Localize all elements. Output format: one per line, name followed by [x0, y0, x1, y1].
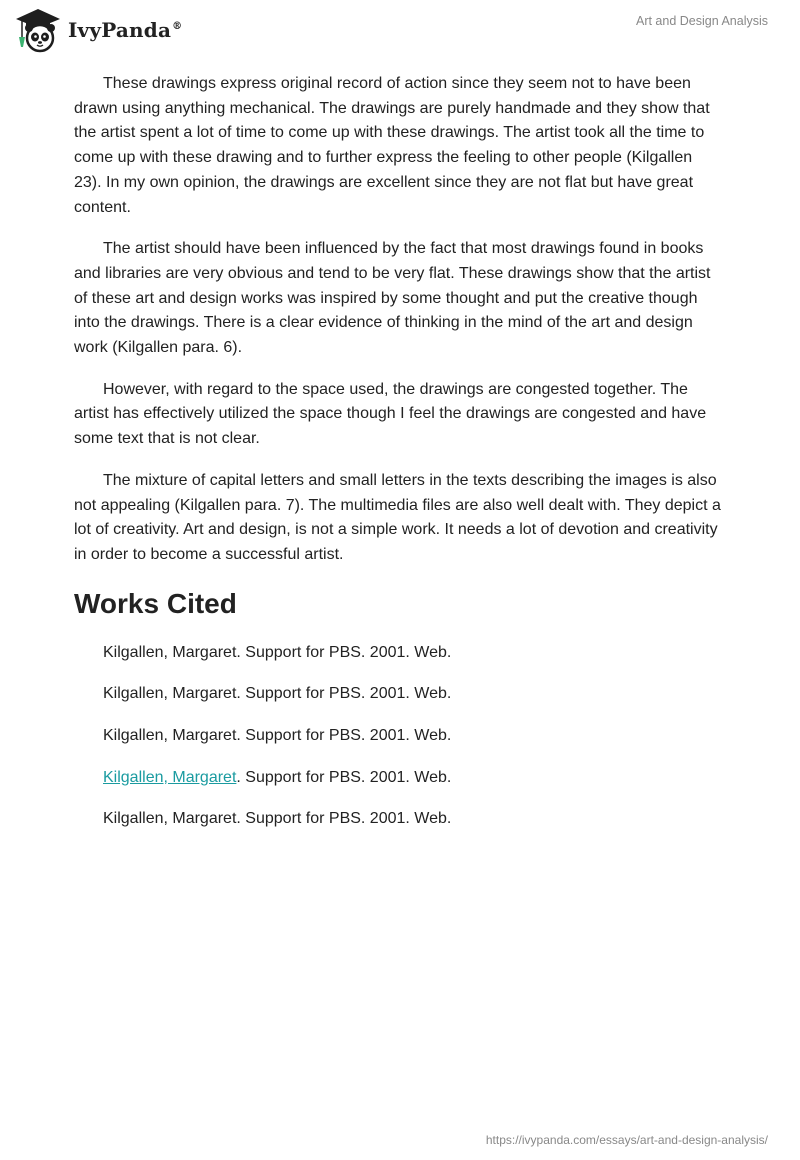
page-header: [0, 0, 800, 60]
citation-author-link[interactable]: Kilgallen, Margaret: [103, 768, 237, 786]
citation-item: [103, 807, 724, 832]
works-cited-heading: Works Cited: [74, 587, 237, 619]
panda-graduate-icon: [14, 7, 62, 53]
citation-author: Kilgallen, Margaret: [103, 643, 237, 661]
ivypanda-logo[interactable]: [14, 7, 182, 53]
citation-details: . Support for PBS. 2001. Web.: [236, 643, 452, 661]
citation-details: . Support for PBS. 2001. Web.: [236, 768, 452, 786]
citation-details: . Support for PBS. 2001. Web.: [236, 685, 452, 703]
paragraph-4: The mixture of capital letters and small letters in the texts describing the images is also not appealing (Kilgallen para. 7). The multimedia files are also well dealt with. They depict a lot of creativity. Art and design, is not a simple work. It needs a lot of devotion and creativity in order to become a successful artist.: [74, 471, 721, 563]
paragraph-3: However, with regard to the space used, the drawings are congested together. The artist has effectively utilized the space though I feel the drawings are congested and have some text that is not clear.: [74, 380, 707, 448]
citation-details: . Support for PBS. 2001. Web.: [236, 810, 452, 828]
citation-details: . Support for PBS. 2001. Web.: [236, 727, 452, 745]
source-url[interactable]: https://ivypanda.com/essays/art-and-design-analysis/: [485, 1133, 768, 1147]
citation-author: Kilgallen, Margaret: [103, 727, 237, 745]
essay-body: [74, 72, 724, 849]
document-title: Art and Design Analysis: [635, 14, 768, 28]
citation-item: [103, 641, 724, 666]
logo-text: IvyPanda®: [68, 18, 183, 42]
paragraph-1: These drawings express original record of action since they seem not to have been drawn using anything mechanical. The drawings are purely handmade and they show that the artist spent a lot of time to come up with these drawings. The artist took all the time to come up with these drawing and to further express the feeling to other people (Kilgallen 23). In my own opinion, the drawings are excellent since they are not flat but have great content.: [74, 75, 710, 216]
paragraph-2: The artist should have been influenced by the fact that most drawings found in books and libraries are very obvious and tend to be very flat. These drawings show that the artist of these art and design works was inspired by some thought and put the creative though into the drawings. There is a clear evidence of thinking in the mind of the art and design work (Kilgallen para. 6).: [74, 240, 711, 357]
citation-author: Kilgallen, Margaret: [103, 685, 237, 703]
citation-item: [103, 766, 724, 791]
citation-item: [103, 682, 724, 707]
works-cited-list: [74, 641, 724, 833]
citation-author: Kilgallen, Margaret: [103, 810, 237, 828]
citation-item: [103, 724, 724, 749]
